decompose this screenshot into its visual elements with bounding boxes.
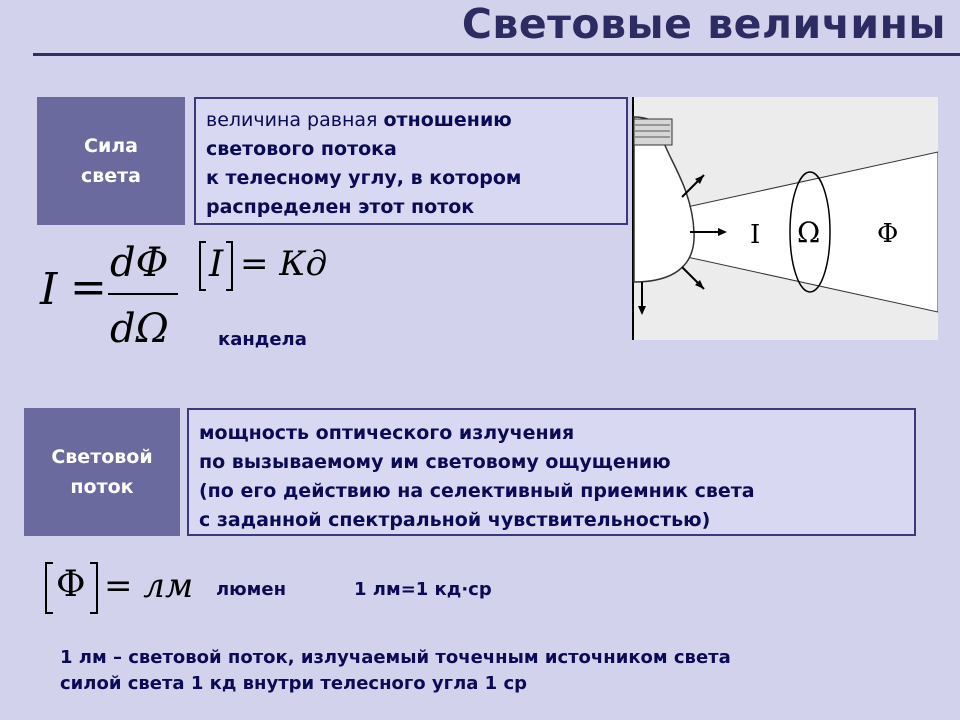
def-line-1 bbox=[206, 106, 626, 135]
lamp-light-cone-illustration bbox=[632, 97, 938, 340]
formula-numerator: dΦ bbox=[110, 240, 169, 286]
unit-name-lumen: люмен bbox=[216, 579, 287, 600]
def-line-3: (по его действию на селективный приемник света bbox=[199, 480, 755, 502]
bracket-right bbox=[226, 241, 233, 291]
def-line-4: с заданной спектральной чувствительностью) bbox=[199, 509, 711, 531]
def-line-2: по вызываемому им световому ощущению bbox=[199, 451, 671, 473]
label-line-1: Сила bbox=[84, 135, 138, 157]
label-line-2: поток bbox=[70, 476, 134, 498]
label-line-2: света bbox=[80, 165, 141, 187]
fraction-bar bbox=[108, 293, 178, 295]
def-line-1-normal: величина равная bbox=[206, 109, 384, 131]
label-luminous-flux bbox=[24, 408, 180, 536]
formula-equals: = bbox=[70, 262, 107, 313]
label-luminous-intensity bbox=[37, 97, 185, 225]
unit-symbol-phi: Φ bbox=[56, 564, 86, 605]
label-line-1: Световой bbox=[51, 446, 153, 468]
title-underline bbox=[33, 53, 960, 56]
unit-value-kd: = Кд bbox=[240, 244, 328, 284]
label-I: I bbox=[750, 220, 761, 250]
footnote-line-1: 1 лм – световой поток, излучаемый точечным источником света bbox=[60, 647, 731, 668]
definition-luminous-flux bbox=[187, 408, 916, 536]
unit-relation: 1 лм=1 кд·ср bbox=[354, 579, 492, 600]
def-line-1: мощность оптического излучения bbox=[199, 422, 575, 444]
footnote-line-2: силой света 1 кд внутри телесного угла 1 ср bbox=[60, 673, 528, 694]
slide-title: Световые величины bbox=[461, 0, 946, 48]
unit-value-lm: = лм bbox=[104, 566, 194, 606]
definition-luminous-intensity bbox=[194, 97, 628, 225]
def-line-2: светового потока bbox=[206, 138, 397, 160]
bracket-left bbox=[45, 562, 53, 614]
def-line-4: распределен этот поток bbox=[206, 196, 475, 218]
bracket-left bbox=[199, 241, 206, 291]
def-line-1-bold: отношению bbox=[383, 109, 512, 131]
formula-lhs: I bbox=[40, 264, 58, 315]
bracket-right bbox=[90, 562, 98, 614]
label-omega: Ω bbox=[797, 216, 821, 249]
label-phi: Φ bbox=[877, 219, 899, 249]
unit-name-candela: кандела bbox=[218, 329, 307, 350]
def-line-3: к телесному углу, в котором bbox=[206, 167, 522, 189]
unit-symbol-I: I bbox=[209, 244, 224, 285]
formula-denominator: dΩ bbox=[110, 306, 169, 352]
